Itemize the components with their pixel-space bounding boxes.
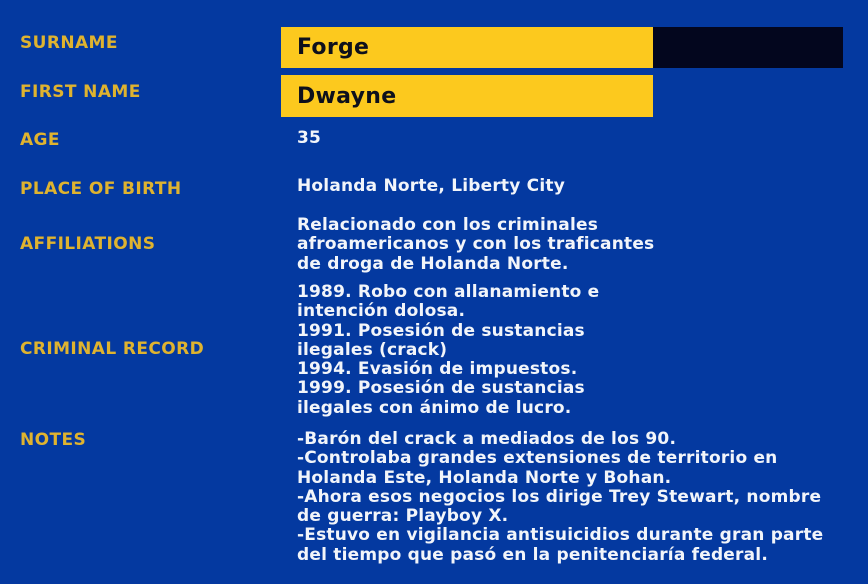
notes-value: -Barón del crack a mediados de los 90. -Controlaba grandes extensiones de territorio en Holanda Este, Holanda Norte y Bohan. -Ahora esos negocios los dirige Trey Stewart, nombre de guerra: Playboy X. -Estuvo en vigilancia antisuicidios durante gran parte del tiempo que pasó en la penitenciaría federal. — [297, 429, 824, 565]
place-of-birth-label: PLACE OF BIRTH — [20, 179, 182, 199]
affiliations-label: AFFILIATIONS — [20, 234, 156, 254]
criminal-record-label: CRIMINAL RECORD — [20, 339, 205, 359]
first-name-value-bar[interactable] — [281, 75, 653, 117]
first-name-value: Dwayne — [297, 83, 397, 109]
surname-value: Forge — [297, 35, 370, 60]
age-value: 35 — [297, 128, 322, 148]
surname-value-bar[interactable] — [281, 27, 653, 68]
place-of-birth-value: Holanda Norte, Liberty City — [297, 176, 565, 196]
notes-label: NOTES — [20, 430, 87, 450]
affiliations-value: Relacionado con los criminales afroamericanos y con los traficantes de droga de Holanda Norte. — [297, 215, 655, 274]
first-name-label: FIRST NAME — [20, 82, 141, 102]
age-label: AGE — [20, 130, 60, 150]
surname-label: SURNAME — [20, 33, 118, 53]
dark-panel — [653, 27, 843, 68]
criminal-record-value: 1989. Robo con allanamiento e intención dolosa. 1991. Posesión de sustancias ilegales (crack) 1994. Evasión de impuestos. 1999. Posesión de sustancias ilegales con ánimo de lucro. — [297, 282, 600, 418]
